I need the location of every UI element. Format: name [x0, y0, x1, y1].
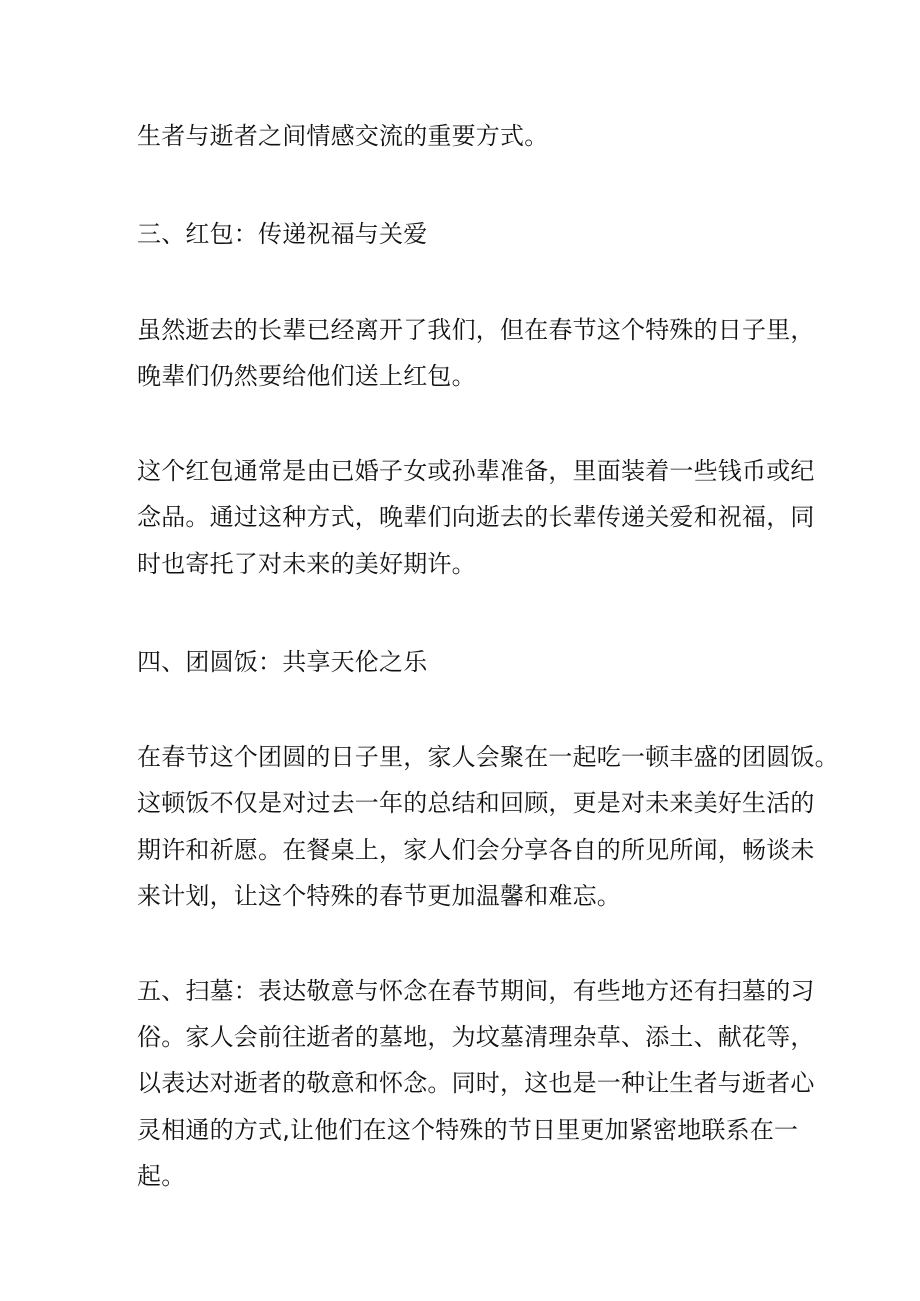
- text-line: 俗。家人会前往逝者的墓地，为坟墓清理杂草、添土、献花等，: [137, 1023, 815, 1051]
- text-line: 来计划，让这个特殊的春节更加温馨和难忘。: [137, 882, 621, 910]
- text-line: 虽然逝去的长辈已经离开了我们，但在春节这个特殊的日子里，: [137, 316, 815, 344]
- text-line: 五、扫墓：表达敬意与怀念在春节期间，有些地方还有扫墓的习: [137, 977, 815, 1005]
- text-line: 起。: [137, 1162, 186, 1190]
- section-heading: 四、团圆饭：共享天伦之乐: [137, 648, 428, 676]
- text-line: 灵相通的方式,让他们在这个特殊的节日里更加紧密地联系在一: [137, 1116, 799, 1144]
- text-line: 这个红包通常是由已婚子女或孙辈准备，里面装着一些钱币或纪: [137, 457, 815, 485]
- section-heading: 三、红包：传递祝福与关爱: [137, 220, 428, 248]
- text-line: 时也寄托了对未来的美好期许。: [137, 550, 476, 578]
- text-line: 念品。通过这种方式，晚辈们向逝去的长辈传递关爱和祝福，同: [137, 503, 815, 531]
- text-line: 在春节这个团圆的日子里，家人会聚在一起吃一顿丰盛的团圆饭。: [137, 743, 839, 771]
- text-line: 晚辈们仍然要给他们送上红包。: [137, 362, 476, 390]
- text-line: 以表达对逝者的敬意和怀念。同时，这也是一种让生者与逝者心: [137, 1069, 815, 1097]
- text-line: 生者与逝者之间情感交流的重要方式。: [137, 122, 549, 150]
- text-line: 期许和祈愿。在餐桌上，家人们会分享各自的所见所闻，畅谈未: [137, 836, 815, 864]
- text-line: 这顿饭不仅是对过去一年的总结和回顾，更是对未来美好生活的: [137, 789, 815, 817]
